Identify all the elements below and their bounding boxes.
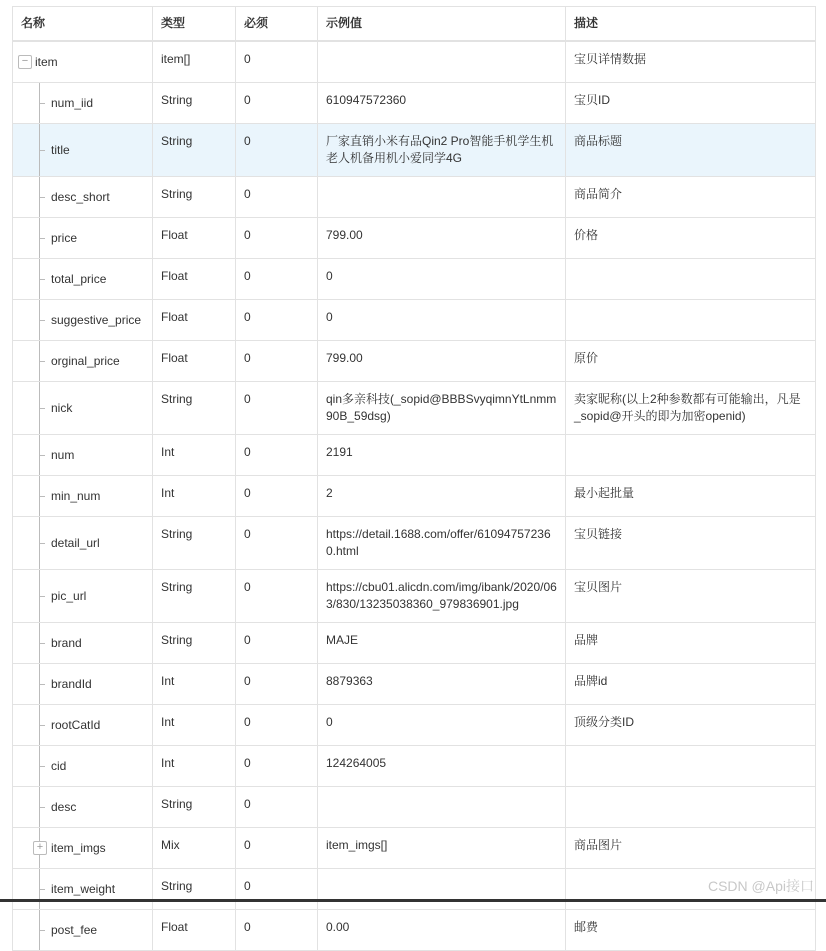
cell-description: 宝贝图片 xyxy=(566,570,816,623)
table-row xyxy=(13,177,816,218)
collapse-toggle-icon[interactable]: − xyxy=(18,55,32,69)
cell-description: 最小起批量 xyxy=(566,476,816,517)
cell-description: 卖家昵称(以上2种参数都有可能输出，凡是_sopid@开头的即为加密openid) xyxy=(566,382,816,435)
cell-required: 0 xyxy=(236,41,318,83)
cell-required: 0 xyxy=(236,124,318,177)
tree-branch xyxy=(39,279,45,280)
param-name: pic_url xyxy=(51,588,87,603)
param-name: title xyxy=(51,142,70,157)
cell-name xyxy=(13,83,153,124)
api-params-table xyxy=(12,6,816,951)
cell-type: Mix xyxy=(153,828,236,869)
cell-name xyxy=(13,177,153,218)
cell-required: 0 xyxy=(236,382,318,435)
param-name: orginal_price xyxy=(51,353,120,368)
cell-type: Int xyxy=(153,664,236,705)
cell-description: 顶级分类ID xyxy=(566,705,816,746)
param-name: num_iid xyxy=(51,95,94,110)
cell-example: 0 xyxy=(318,300,566,341)
cell-name xyxy=(13,910,153,951)
param-name: brandId xyxy=(51,676,92,691)
table-row xyxy=(13,623,816,664)
cell-required: 0 xyxy=(236,177,318,218)
tree-branch xyxy=(39,543,45,544)
cell-name xyxy=(13,41,153,83)
cell-required: 0 xyxy=(236,664,318,705)
cell-required: 0 xyxy=(236,910,318,951)
table-row xyxy=(13,664,816,705)
cell-name xyxy=(13,124,153,177)
cell-required: 0 xyxy=(236,300,318,341)
cell-type: String xyxy=(153,83,236,124)
cell-example: 124264005 xyxy=(318,746,566,787)
cell-required: 0 xyxy=(236,517,318,570)
cell-type: String xyxy=(153,570,236,623)
table-row xyxy=(13,83,816,124)
cell-type: String xyxy=(153,517,236,570)
cell-name xyxy=(13,382,153,435)
cell-required: 0 xyxy=(236,476,318,517)
cell-name xyxy=(13,570,153,623)
cell-type: Float xyxy=(153,218,236,259)
tree-branch xyxy=(39,643,45,644)
cell-required: 0 xyxy=(236,828,318,869)
param-name: desc xyxy=(51,799,77,814)
cell-type: Float xyxy=(153,910,236,951)
header-description: 描述 xyxy=(566,7,816,42)
cell-name xyxy=(13,218,153,259)
cell-description xyxy=(566,787,816,828)
cell-description: 宝贝详情数据 xyxy=(566,41,816,83)
cell-description: 品牌id xyxy=(566,664,816,705)
table-row xyxy=(13,828,816,869)
cell-type: item[] xyxy=(153,41,236,83)
table-row xyxy=(13,476,816,517)
cell-example: 0 xyxy=(318,705,566,746)
cell-description: 商品标题 xyxy=(566,124,816,177)
cell-example xyxy=(318,41,566,83)
table-row xyxy=(13,218,816,259)
header-name: 名称 xyxy=(13,7,153,42)
cell-name xyxy=(13,517,153,570)
param-name: nick xyxy=(51,400,73,415)
param-name: item_weight xyxy=(51,881,116,896)
tree-branch xyxy=(39,320,45,321)
cell-description: 邮费 xyxy=(566,910,816,951)
tree-branch xyxy=(39,596,45,597)
table-row xyxy=(13,124,816,177)
param-name: total_price xyxy=(51,271,107,286)
tree-branch xyxy=(39,103,45,104)
cell-required: 0 xyxy=(236,83,318,124)
cell-example: 610947572360 xyxy=(318,83,566,124)
cell-description xyxy=(566,259,816,300)
cell-description xyxy=(566,746,816,787)
table-row xyxy=(13,41,816,83)
param-name: cid xyxy=(51,758,67,773)
table-row xyxy=(13,300,816,341)
cell-type: Int xyxy=(153,746,236,787)
cell-type: String xyxy=(153,177,236,218)
cell-description xyxy=(566,300,816,341)
cell-example: 8879363 xyxy=(318,664,566,705)
table-row xyxy=(13,869,816,910)
cell-description: 价格 xyxy=(566,218,816,259)
cell-name xyxy=(13,664,153,705)
param-name: num xyxy=(51,447,75,462)
cell-example xyxy=(318,177,566,218)
cell-type: String xyxy=(153,382,236,435)
cell-required: 0 xyxy=(236,746,318,787)
tree-branch xyxy=(39,889,45,890)
header-type: 类型 xyxy=(153,7,236,42)
table-row xyxy=(13,341,816,382)
cell-example: https://cbu01.alicdn.com/img/ibank/2020/063/830/13235038360_979836901.jpg xyxy=(318,570,566,623)
tree-branch xyxy=(39,766,45,767)
cell-description: 品牌 xyxy=(566,623,816,664)
table-row xyxy=(13,746,816,787)
param-name: item xyxy=(35,54,58,69)
cell-example: MAJE xyxy=(318,623,566,664)
header-required: 必须 xyxy=(236,7,318,42)
param-name: desc_short xyxy=(51,189,110,204)
tree-branch xyxy=(39,408,45,409)
cell-type: Int xyxy=(153,435,236,476)
cell-example: 2191 xyxy=(318,435,566,476)
tree-branch xyxy=(39,238,45,239)
tree-branch xyxy=(39,197,45,198)
param-name: min_num xyxy=(51,488,101,503)
tree-branch xyxy=(39,684,45,685)
watermark: CSDN @Api接口 xyxy=(707,878,814,894)
cell-type: String xyxy=(153,124,236,177)
cell-example: 0 xyxy=(318,259,566,300)
cell-example: https://detail.1688.com/offer/610947572360.html xyxy=(318,517,566,570)
cell-required: 0 xyxy=(236,787,318,828)
cell-name xyxy=(13,787,153,828)
tree-branch xyxy=(39,150,45,151)
cell-example: 799.00 xyxy=(318,341,566,382)
table-row xyxy=(13,787,816,828)
tree-branch xyxy=(39,496,45,497)
cell-name xyxy=(13,341,153,382)
cell-name xyxy=(13,746,153,787)
cell-description: 宝贝ID xyxy=(566,83,816,124)
param-name: price xyxy=(51,230,78,245)
cell-description: 原价 xyxy=(566,341,816,382)
param-name: item_imgs xyxy=(51,840,106,855)
cell-name xyxy=(13,623,153,664)
param-name: detail_url xyxy=(51,535,100,550)
cell-type: Float xyxy=(153,300,236,341)
cell-required: 0 xyxy=(236,705,318,746)
cell-type: Int xyxy=(153,705,236,746)
cell-required: 0 xyxy=(236,218,318,259)
cell-name xyxy=(13,705,153,746)
cell-example xyxy=(318,869,566,910)
table-row xyxy=(13,259,816,300)
table-row xyxy=(13,435,816,476)
cell-type: Float xyxy=(153,341,236,382)
cell-type: String xyxy=(153,623,236,664)
cell-example: qin多亲科技(_sopid@BBBSvyqimnYtLnmm90B_59dsg) xyxy=(318,382,566,435)
tree-branch xyxy=(39,725,45,726)
table-row xyxy=(13,705,816,746)
cell-type: Int xyxy=(153,476,236,517)
cell-type: String xyxy=(153,869,236,910)
table-header xyxy=(13,7,816,42)
cell-required: 0 xyxy=(236,259,318,300)
table-row xyxy=(13,517,816,570)
cell-description: 宝贝链接 xyxy=(566,517,816,570)
tree-branch xyxy=(39,455,45,456)
cell-example: 799.00 xyxy=(318,218,566,259)
header-example: 示例值 xyxy=(318,7,566,42)
param-name: post_fee xyxy=(51,922,98,937)
tree-branch xyxy=(39,930,45,931)
param-name: suggestive_price xyxy=(51,312,142,327)
cell-description: 商品图片 xyxy=(566,828,816,869)
cell-name xyxy=(13,828,153,869)
cell-name xyxy=(13,476,153,517)
param-name: brand xyxy=(51,635,82,650)
cell-type: Float xyxy=(153,259,236,300)
cell-example: 2 xyxy=(318,476,566,517)
tree-branch xyxy=(39,361,45,362)
cell-required: 0 xyxy=(236,869,318,910)
cell-example: 0.00 xyxy=(318,910,566,951)
tree-branch xyxy=(39,807,45,808)
cell-name xyxy=(13,300,153,341)
cell-required: 0 xyxy=(236,435,318,476)
cell-name xyxy=(13,259,153,300)
cell-required: 0 xyxy=(236,623,318,664)
cell-name xyxy=(13,435,153,476)
param-name: rootCatId xyxy=(51,717,101,732)
expand-toggle-icon[interactable]: + xyxy=(33,841,47,855)
cell-type: String xyxy=(153,787,236,828)
cell-example: 厂家直销小米有品Qin2 Pro智能手机学生机老人机备用机小爱同学4G xyxy=(318,124,566,177)
cell-description xyxy=(566,435,816,476)
table-row xyxy=(13,910,816,951)
table-row xyxy=(13,382,816,435)
cell-name xyxy=(13,869,153,910)
table-row xyxy=(13,570,816,623)
cell-description: 商品简介 xyxy=(566,177,816,218)
cell-required: 0 xyxy=(236,570,318,623)
cell-example xyxy=(318,787,566,828)
cell-example: item_imgs[] xyxy=(318,828,566,869)
cell-required: 0 xyxy=(236,341,318,382)
